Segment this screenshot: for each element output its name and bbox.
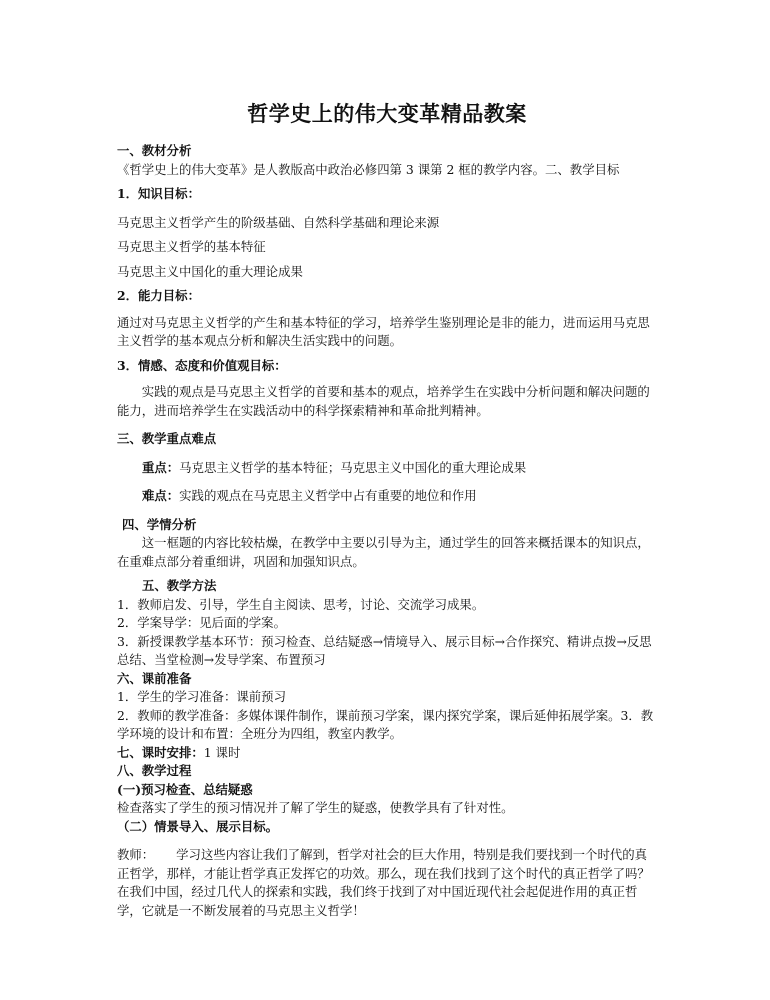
attitude-goals-heading: 3．情感、态度和价值观目标： — [117, 357, 287, 373]
teaching-method-item: 3．新授课教学基本环节：预习检查、总结疑惑→情境导入、展示目标→合作探究、精讲点拨→反思总结、当堂检测→发导学案、布置预习 — [117, 633, 652, 667]
knowledge-goals-heading: 1．知识目标： — [117, 186, 200, 201]
teaching-method-item: 2．学案导学：见后面的学案。 — [117, 615, 286, 630]
teacher-speech — [117, 846, 657, 920]
section-heading-student-analysis: 四、学情分析 — [122, 516, 197, 532]
preview-check-text: 检查落实了学生的预习情况并了解了学生的疑惑，使教学具有了针对性。 — [117, 800, 514, 815]
key-point-line — [117, 459, 657, 478]
student-analysis-text: 这一框题的内容比较枯燥，在教学中主要以引导为主，通过学生的回答来概括课本的知识点，在重难点部分着重细讲，巩固和加强知识点。 — [117, 535, 650, 569]
knowledge-goal-item: 马克思主义哲学产生的阶级基础、自然科学基础和理论来源 — [117, 214, 440, 230]
teacher-label: 教师： — [117, 847, 155, 862]
page-title: 哲学史上的伟大变革精品教案 — [247, 101, 527, 126]
section-heading-teaching-process: 八、教学过程 — [117, 763, 192, 778]
preparation-item: 1．学生的学习准备：课前预习 — [117, 689, 286, 704]
class-hours-value: 1 课时 — [203, 744, 241, 760]
key-point-text: 马克思主义哲学的基本特征；马克思主义中国化的重大理论成果 — [179, 459, 527, 475]
textbook-analysis-text: 《哲学史上的伟大变革》是人教版高中政治必修四第 3 课第 2 框的教学内容。二、教学目标 — [117, 161, 620, 177]
key-point-label: 重点： — [142, 459, 180, 475]
attitude-goals-text: 实践的观点是马克思主义哲学的首要和基本的观点，培养学生在实践中分析问题和解决问题的能力，进而培养学生在实践活动中的科学探索精神和革命批判精神。 — [117, 384, 650, 418]
section-heading-textbook-analysis: 一、教材分析 — [117, 143, 192, 158]
ability-goals-heading: 2．能力目标： — [117, 288, 200, 303]
section-heading-preparation: 六、课前准备 — [117, 670, 192, 686]
teaching-method-item: 1．教师启发、引导，学生自主阅读、思考，讨论、交流学习成果。 — [117, 596, 485, 612]
difficulty-line — [117, 487, 657, 506]
section-heading-teaching-methods: 五、教学方法 — [142, 578, 217, 593]
class-hours-line — [117, 744, 657, 763]
section-heading-key-points: 三、教学重点难点 — [117, 431, 217, 446]
difficulty-text: 实践的观点在马克思主义哲学中占有重要的地位和作用 — [179, 488, 477, 503]
knowledge-goal-item: 马克思主义中国化的重大理论成果 — [117, 263, 303, 279]
document-page — [117, 100, 657, 920]
class-hours-heading: 七、课时安排： — [117, 744, 204, 760]
knowledge-goal-item: 马克思主义哲学的基本特征 — [117, 239, 266, 254]
ability-goals-text: 通过对马克思主义哲学的产生和基本特征的学习，培养学生鉴别理论是非的能力，进而运用马克思主义哲学的基本观点分析和解决生活实践中的问题。 — [117, 314, 650, 348]
subsection-heading-scenario-intro: （二）情景导入、展示目标。 — [117, 818, 279, 834]
teacher-speech-text: 学习这些内容让我们了解到，哲学对社会的巨大作用，特别是我们要找到一个时代的真正哲学，那样，才能让哲学真正发挥它的功效。那么，现在我们找到了这个时代的真正哲学了吗？在我们中国，经过几代人的探索和实践，我们终于找到了对中国近现代社会起促进作用的真正哲学，它就是一不断发展着的马克思主义哲学！ — [117, 847, 650, 918]
difficulty-label: 难点： — [142, 488, 180, 503]
preparation-item: 2．教师的教学准备：多媒体课件制作，课前预习学案，课内探究学案，课后延伸拓展学案。3．教学环境的设计和布置：全班分为四组，教室内教学。 — [117, 707, 654, 741]
subsection-heading-preview-check: (一)预习检查、总结疑惑 — [117, 781, 253, 797]
